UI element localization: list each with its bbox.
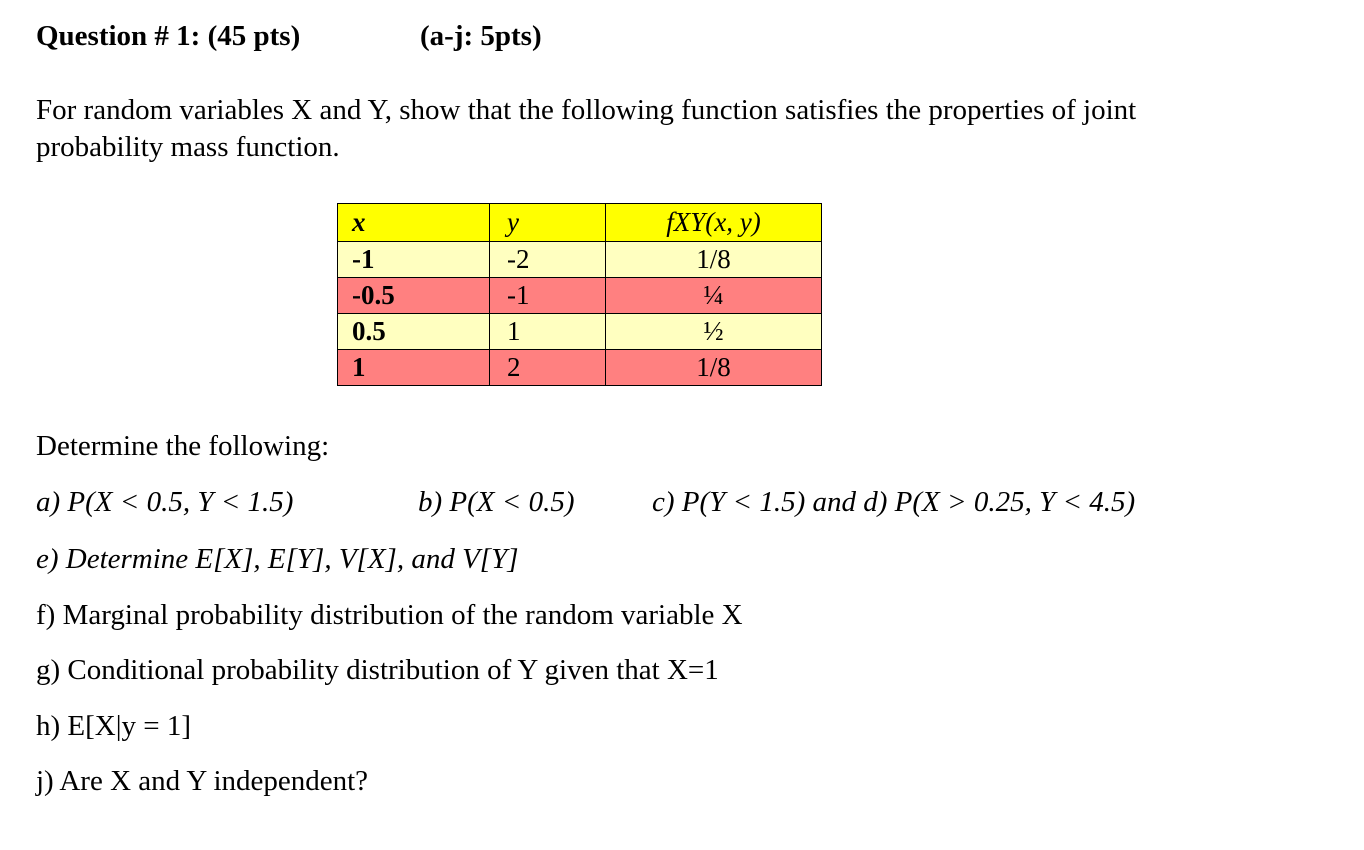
cell-y: 1 (490, 314, 606, 350)
cell-x: -1 (338, 242, 490, 278)
task-g: g) Conditional probability distribution of Y given that X=1 (36, 654, 719, 686)
intro-line-1: For random variables X and Y, show that the following function satisfies the properties of joint (36, 94, 1137, 126)
points-note: (a-j: 5pts) (420, 20, 542, 52)
task-c-d: c) P(Y < 1.5) and d) P(X > 0.25, Y < 4.5) (652, 486, 1136, 518)
table-row (338, 350, 822, 386)
cell-f: ¼ (606, 278, 822, 314)
cell-f: 1/8 (606, 242, 822, 278)
cell-x: 1 (338, 350, 490, 386)
task-a: a) P(X < 0.5, Y < 1.5) (36, 486, 294, 518)
cell-y: 2 (490, 350, 606, 386)
header-fxy: fXY(x, y) (606, 204, 822, 242)
intro-paragraph (36, 92, 1316, 166)
task-h: h) E[X|y = 1] (36, 710, 192, 742)
task-e: e) Determine E[X], E[Y], V[X], and V[Y] (36, 543, 519, 575)
cell-y: -1 (490, 278, 606, 314)
joint-pmf-table (337, 203, 822, 386)
task-j: j) Are X and Y independent? (36, 765, 369, 797)
header-x: x (338, 204, 490, 242)
cell-f: ½ (606, 314, 822, 350)
table-header-row (338, 204, 822, 242)
task-f: f) Marginal probability distribution of the random variable X (36, 599, 743, 631)
task-b: b) P(X < 0.5) (418, 486, 575, 518)
table-row (338, 278, 822, 314)
determine-heading: Determine the following: (36, 430, 330, 462)
table-row (338, 314, 822, 350)
cell-f: 1/8 (606, 350, 822, 386)
cell-y: -2 (490, 242, 606, 278)
cell-x: -0.5 (338, 278, 490, 314)
header-y: y (490, 204, 606, 242)
cell-x: 0.5 (338, 314, 490, 350)
question-title: Question # 1: (45 pts) (36, 20, 301, 52)
table-row (338, 242, 822, 278)
intro-line-2: probability mass function. (36, 131, 340, 163)
